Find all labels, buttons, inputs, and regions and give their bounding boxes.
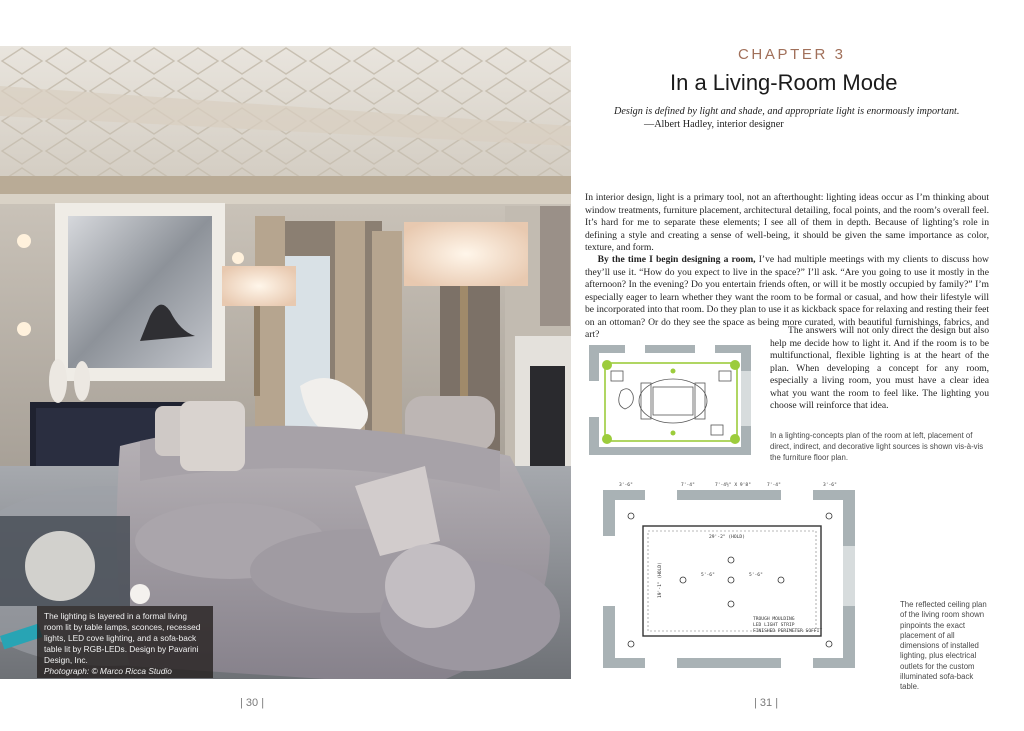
ceiling-soffit-label-1: TROUGH MOULDING: [753, 617, 795, 622]
ceiling-dim-b: 7'-4": [681, 483, 695, 488]
epigraph-quote: Design is defined by light and shade, and appropriate light is enormously important.: [614, 106, 960, 117]
paragraph-2-rest: I’ve had multiple meetings with my clients to discuss how they’ll use it. “How do you expect to live in the space?” I’ll ask. “Are you going to use it mostly in the afternoon? In the evening? Do you entertain friends often, or will it be mostly occupied by family?” I’m especially eager to learn whether they want the room to be formal or casual, and how their lifestyle will be incorporated into that room. Do they plan to use it as kickback space for relaxing and resting their feet on an ottoman? Or do they see the space as being more curated, with beautiful furnishings, fabrics, and art?: [585, 254, 989, 340]
ceiling-soffit-label-3: FINISHED PERIMETER SOFFIT: [753, 629, 823, 634]
living-room-photo: [0, 46, 571, 679]
caption-lighting-plan: In a lighting-concepts plan of the room at left, placement of direct, indirect, and decorative light sources is shown vis-à-vis the furniture floor plan.: [770, 431, 984, 462]
photo-credit: Photograph: © Marco Ricca Studio: [44, 665, 172, 676]
ceiling-dim-e: 3'-6": [823, 483, 837, 488]
ceiling-dim-a: 3'-6": [619, 483, 633, 488]
lighting-concepts-plan: [585, 341, 755, 459]
paragraph-2-lead: By the time I begin designing a room,: [597, 254, 756, 265]
caption-ceiling-plan: The reflected ceiling plan of the living room shown pinpoints the exact placement of all dimensions of installed lighting, plus electrical outlets for the custom illuminated sofa-back table.: [900, 600, 987, 692]
epigraph: [614, 106, 994, 131]
photo-caption-box: [37, 606, 213, 678]
ceiling-soffit-label-2: LED LIGHT STRIP: [753, 623, 795, 628]
ceiling-dim-d: 7'-4": [767, 483, 781, 488]
ceiling-center-dim-1: 29'-2" (HOLD): [709, 535, 745, 540]
living-room-illustration: [0, 46, 571, 679]
ceiling-side-dim: 19'-1" (HOLD): [658, 562, 663, 598]
epigraph-attribution: —Albert Hadley, interior designer: [644, 118, 784, 130]
ceiling-center-dim-2: 5'-6": [701, 573, 715, 578]
page-number-right: | 31 |: [754, 697, 779, 709]
chapter-title: In a Living-Room Mode: [670, 70, 898, 95]
body-paragraph-1: In interior design, light is a primary tool, not an afterthought: lighting ideas occur as I’m thinking about window treatments, furniture placement, architectural detailing, focal points, and the room’s overall feel. It’s hard for me to separate these elements; I see all of them in depth. Because of lighting’s role in defining a style and creating a sense of well-being, it should be given the same importance as color, texture, and form.: [585, 192, 989, 253]
reflected-ceiling-plan: [585, 476, 876, 679]
page-number-left: | 30 |: [240, 697, 265, 709]
photo-caption: The lighting is layered in a formal living room lit by table lamps, sconces, recessed lights, LED cove lighting, and a sofa-back table lit by RGB-LEDs. Design by Pavarini Design, Inc.: [44, 611, 201, 665]
chapter-label: CHAPTER 3: [738, 46, 846, 63]
ceiling-center-dim-3: 5'-6": [749, 573, 763, 578]
body-paragraph-3: The answers will not only direct the design but also help me decide how to light it. And if the room is to be multifunctional, flexible lighting is at the heart of the plan. When developing a concept for any room, especially a living room, you must have a clear idea what you want the room to feel like. The lighting you choose will reinforce that idea.: [770, 325, 989, 411]
ceiling-dim-c: 7'-4½" X 9'8": [715, 483, 751, 488]
